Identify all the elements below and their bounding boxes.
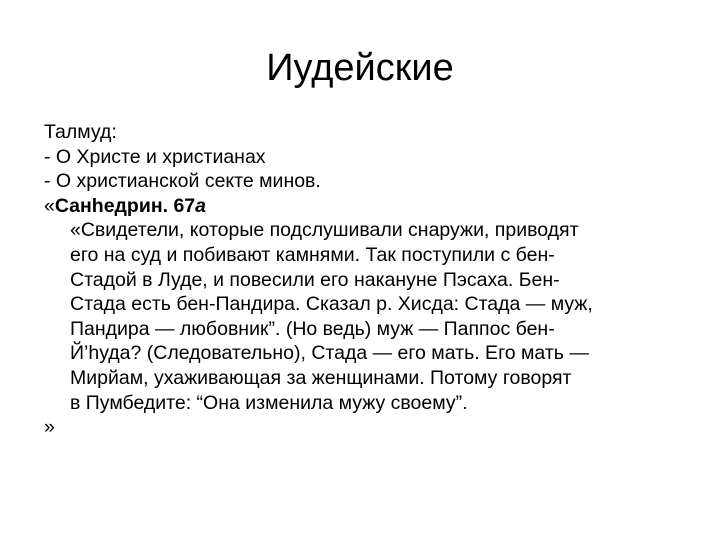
quote-line: Пандира — любовник”. (Но ведь) муж — Паппос бен- <box>70 317 555 340</box>
slide-body <box>44 120 684 440</box>
quote-line: Й’hуда? (Следовательно), Стада — его мать. Его мать — <box>70 342 589 365</box>
quote-line: «Свидетели, которые подслушивали снаружи, приводят <box>70 219 579 242</box>
slide-title: Иудейские <box>266 47 454 89</box>
source-page: а <box>195 194 206 217</box>
body-line-minim: - О христианской секте минов. <box>44 170 321 193</box>
quote-line: Стадой в Луде, и повесили его накануне Пэсаха. Бен- <box>70 268 560 291</box>
quote-line: Мирйам, ухаживающая за женщинами. Потому говорят <box>70 366 572 389</box>
source-open-quote: « <box>44 194 55 217</box>
quote-line: Стада есть бен-Пандира. Сказал р. Хисда: Стада — муж, <box>70 293 593 316</box>
quote-line: в Пумбедите: “Она изменила мужу своему”. <box>70 391 468 414</box>
closing-quote: » <box>44 416 55 439</box>
body-line-christ: - О Христе и христианах <box>44 145 266 168</box>
source-reference <box>44 194 684 219</box>
source-name: Санhедрин. 67 <box>54 194 196 217</box>
quote-line: его на суд и побивают камнями. Так поступили с бен- <box>70 243 555 266</box>
body-line-talmud: Талмуд: <box>44 121 117 143</box>
